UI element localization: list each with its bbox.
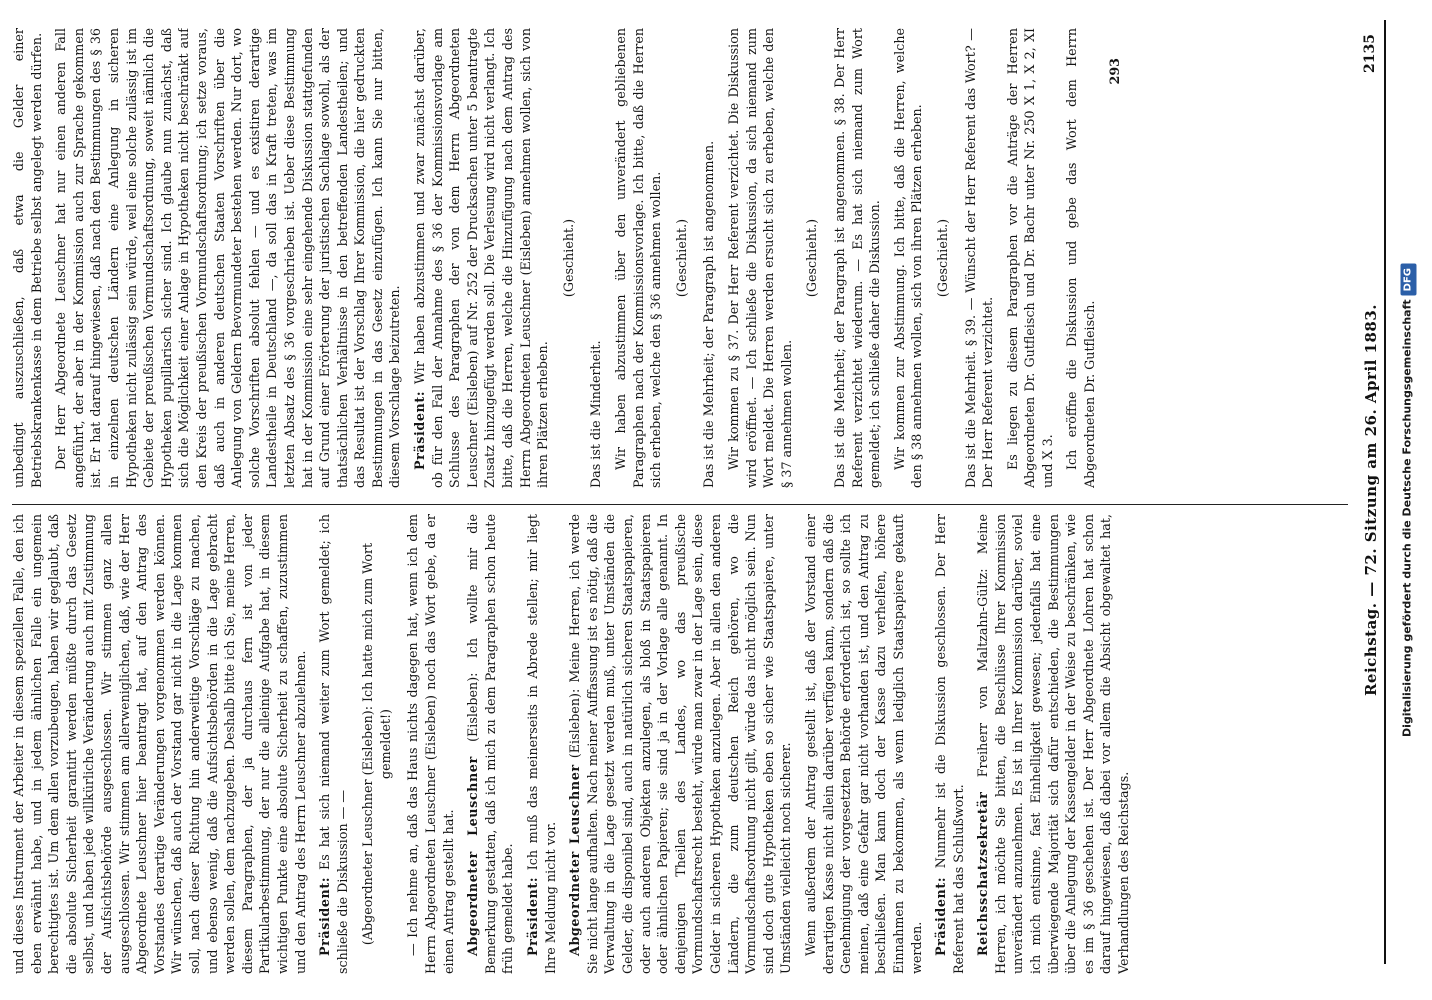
paragraph: Präsident: Ich muß das meinerseits in Abrede stellen; mir liegt Ihre Meldung nicht vor. [525, 514, 558, 974]
left-column [10, 514, 1350, 974]
paragraph: Es liegen zu diesem Paragraphen vor die Anträge der Herren Abgeordneten Dr. Gutfleisch und Dr. Bachr unter Nr. 250 X 1, X 2, XI und X 3. [1004, 28, 1055, 488]
paragraph: Präsident: Wir haben abzustimmen und zwar zunächst darüber, ob für den Fall der Annahme des § 36 der Kommissionsvorlage am Schlusse des Paragraphen der von dem Herrn Abgeordneten Leuschner (Eisleben) auf Nr. 252 der Drucksachen unter 5 beantragte Zusatz hinzugefügt werden soll. Die Verlesung wird nicht verlangt. Ich bitte, daß die Herren, welche die Hinzufügung nach dem Antrag des Herrn Abgeordneten Leuschner (Eisleben) annehmen wollen, sich von ihren Plätzen erheben. [412, 28, 551, 488]
column-divider [12, 504, 1348, 505]
paragraph: Das ist die Minderheit. [588, 340, 604, 488]
signature-mark: 293 [1106, 58, 1122, 85]
paragraph: unbedingt auszuschließen, daß etwa die Gelder einer Betriebskrankenkasse in dem Betriebe selbst angelegt werden dürfen. [11, 28, 44, 488]
paragraph: und dieses Instrument der Arbeiter in diesem speziellen Falle, den ich eben erwähnt habe, und in jedem ähnlichen Falle ein ungemein berechtigtes ist. Um dem allen vorzubeugen, haben wir geglaubt, daß die absolute Sicherheit garantirt werden müßte durch das Gesetz selbst, und haben jede willkürliche Veränderung auch mit Zustimmung der Aufsichtsbehörde ausgeschlossen. Wir stimmen ganz allen ausgeschlossen. Wir stimmen am allerweniglichen, daß, wie der Herr Abgeordnete Leuschner hier beantragt hat, auf den Antrag des Vorstandes derartige Veränderungen vorgenommen werden können. Wir wünschen, daß auch der Vorstand gar nicht in die Lage kommen soll, nach dieser Richtung hin anderweitige Vorschläge zu machen, und ebenso wenig, daß die Aufsichtsbehörden in die Lage gebracht werden sollen, dem nachzugeben. Deshalb bitte ich Sie, meine Herren, diesem Paragraphen, der ja durchaus fern ist von jeder Partikularbestimmung, der nur die alleinige Aufgabe hat, in diesem wichtigen Punkte eine absolute Sicherheit zu schaffen, zuzustimmen und den Antrag des Herrn Leuschner abzulehnen. [11, 514, 308, 974]
paragraph: (Geschieht.) [560, 218, 576, 298]
paragraph: (Geschieht.) [804, 218, 820, 298]
right-column [10, 28, 1350, 488]
paragraph: Das ist die Mehrheit. § 39. — Wünscht der Herr Referent das Wort? — Der Herr Referent verzichtet. [962, 28, 996, 488]
paragraph: (Geschieht.) [673, 218, 689, 298]
paragraph: Abgeordneter Leuschner (Eisleben): Meine Herren, ich werde Sie nicht lange aufhalten. Nach meiner Auffassung ist es nötig, daß die Verwaltung in die Lage gesetzt werden muß, unter Umständen die Gelder, die disponibel sind, auch in natürlich sicheren Staatspapieren, oder auch anderen Objekten anzulegen, als bloß in Staatspapieren oder ähnlichen Papieren; sie sind ja in der Vorlage alle genannt. In denjenigen Theilen des Landes, wo das preußische Vormundschaftsrecht besteht, würde man zwar in der Lage sein, diese Gelder in sicheren Hypotheken anzulegen. Aber in allen den anderen Ländern, die zum deutschen Reich gehören, wo die Vormundschaftsordnung nicht gilt, würde das nicht möglich sein. Nun sind doch gute Hypotheken eben so sicher wie Staatspapiere, unter Umständen vielleicht noch sicherer. [567, 514, 794, 974]
page-header-title: Reichstag. — 72. Sitzung am 26. April 1883. [1362, 303, 1380, 697]
paragraph: Ich eröffne die Diskussion und gebe das Wort dem Herrn Abgeordneten Dr. Gutfleisch. [1064, 28, 1098, 488]
paragraph: Wir haben abzustimmen über den unverändert gebliebenen Paragraphen nach der Kommissionsvorlage. Ich bitte, daß die Herren sich erheben, welche den § 36 annehmen wollen. [613, 28, 664, 488]
paragraph: Präsident: Nunmehr ist die Diskussion geschlossen. Der Herr Referent hat das Schlußwort. [933, 514, 966, 974]
paragraph: Das ist die Mehrheit; der Paragraph ist angenommen. § 38. Der Herr Referent verzichtet wiederum. — Es hat sich niemand zum Wort gemeldet; ich schließe daher die Diskussion. [831, 28, 883, 488]
credit-text: Digitalisierung gefördert durch die Deutsche Forschungsgemeinschaft [1400, 299, 1414, 738]
paragraph: (Abgeordneter Leuschner (Eisleben): Ich hatte mich zum Wort gemeldet!) [360, 542, 393, 946]
page-number: 2135 [1362, 34, 1378, 73]
paragraph: Das ist die Mehrheit; der Paragraph ist angenommen. [701, 140, 717, 488]
dfg-logo-icon: DFG [1401, 264, 1417, 295]
paragraph: — Ich nehme an, daß das Haus nichts dagegen hat, wenn ich dem Herrn Abgeordneten Leuschner (Eisleben) noch das Wort gebe, da er einen Antrag gestellt hat. [405, 514, 456, 974]
paragraph: (Geschieht.) [934, 218, 950, 298]
header-rule [1384, 20, 1386, 964]
paragraph: Wenn außerdem der Antrag gestellt ist, daß der Vorstand einer derartigen Kasse nicht allein darüber verfügen kann, sondern daß die Genehmigung der vorgesetzten Behörde erforderlich ist, so sollte ich meinen, daß eine Gefahr gar nicht vorhanden ist, und den Antrag zu beschließen. Man kann doch der Kasse dazu verhelfen, höhere Einnahmen zu bekommen, als wenn lediglich Staatspapiere gekauft werden. [802, 514, 924, 974]
paragraph: Wir kommen zu § 37. Der Herr Referent verzichtet. Die Diskussion wird eröffnet. — Ich schließe die Diskussion, da sich niemand zum Wort meldet. Die Herren werden ersucht sich zu erheben, welche den § 37 annehmen wollen. [725, 28, 794, 488]
paragraph: Reichsschatzsekretär Freiherr von Maltzahn-Gültz: Meine Herren, ich möchte Sie bitten, die Beschlüsse Ihrer Kommission unverändert anzunehmen. Es ist in Ihrer Kommission darüber, soviel ich mich entsinne, fast Einhelligkeit gewesen; jedenfalls hat eine überwiegende Majorität sich dafür entschieden, die Bestimmungen über die Anlegung der Kassengelder in der Weise zu beschränken, wie es im § 36 geschehen ist. Der Herr Abgeordnete Lohren hat schon darauf hingewiesen, daß dabei vor allem die Absicht obgewaltet hat, Verhandlungen des Reichstags. [975, 514, 1132, 974]
paragraph: Abgeordneter Leuschner (Eisleben): Ich wollte mir die Bemerkung gestatten, daß ich mich zu dem Paragraphen schon heute früh gemeldet habe. [465, 514, 516, 974]
paragraph: Der Herr Abgeordnete Leuschner hat nur einen anderen Fall angeführt, der aber in der Kommission auch zur Sprache gekommen ist. Er hat darauf hingewiesen, daß nach den Bestimmungen des § 36 in einzelnen deutschen Ländern eine Anlegung in sicheren Hypotheken nicht zulässig sein würde, weil eine solche zulässig ist im Gebiete der preußischen Vormundschaftsordnung, soweit nämlich die Hypotheken pupillarisch sicher sind. Ich glaube nun zunächst, daß sich die Möglichkeit einer Anlage in Hypotheken nicht beschränkt auf den Kreis der preußischen Vormundschaftsordnung; ich setze voraus, daß auch in anderen deutschen Staaten Vorschriften über die Anlegung von Geldern Bevormundeter bestehen werden. Nur dort, wo solche Vorschriften absolut fehlen — und es existiren derartige Landestheile in Deutschland —, da soll das in Kraft treten, was im letzten Absatz des § 36 vorgeschrieben ist. Ueber diese Bestimmung hat in der Kommission eine sehr eingehende Diskussion stattgefunden auf Grund einer Erörterung der juristischen Sachlage sowohl, als der thatsächlichen Verhältnisse in den betreffenden Landestheilen; und das Resultat ist der Vorschlag Ihrer Kommission, die hier gedruckten Bestimmungen in das Gesetz einzufügen. Ich kann Sie nur bitten, diesem Vorschlage beizutreten. [53, 28, 403, 488]
paragraph: Präsident: Es hat sich niemand weiter zum Wort gemeldet; ich schließe die Diskussion — — [317, 514, 350, 974]
digitization-credit [1400, 81, 1417, 921]
paragraph: Wir kommen zur Abstimmung. Ich bitte, daß die Herren, welche den § 38 annehmen wollen, sich von ihren Plätzen erheben. [891, 28, 925, 488]
